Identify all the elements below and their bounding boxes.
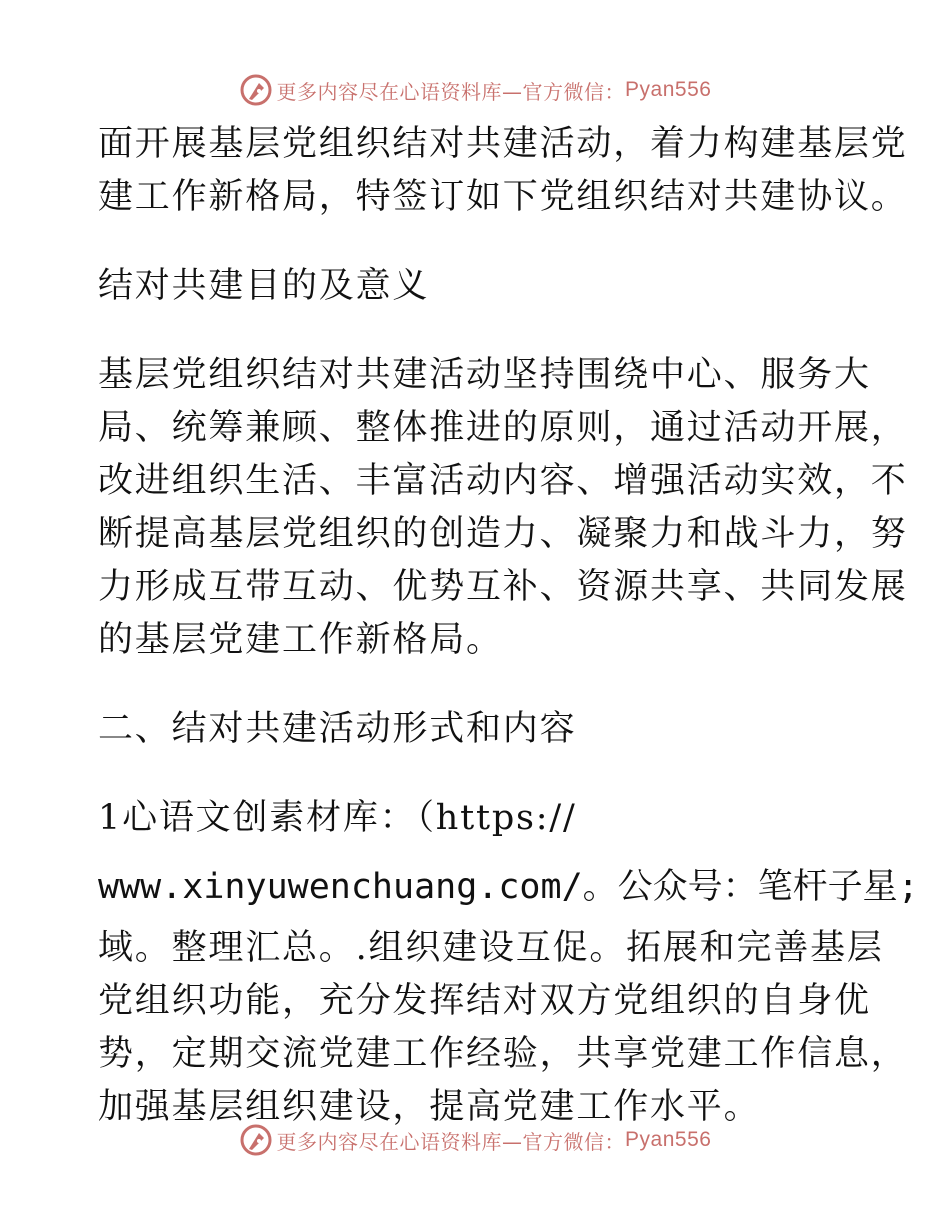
watermark-text: 更多内容尽在心语资料库—官方微信： [276,1129,626,1154]
text-line: 1心语文创素材库：（https:// [98,798,577,838]
section-heading-2: 二、结对共建活动形式和内容 [98,709,577,749]
pen-nib-logo-icon [239,1123,273,1157]
text-line: 势，定期交流党建工作经验，共享党建工作信息， [98,1034,908,1074]
text-line: 改进组织生活、丰富活动内容、增强活动实效，不 [98,461,908,501]
text-line-url: www.xinyuwenchuang.com/。公众号：笔杆子星; [98,867,919,907]
text-line: 基层党组织结对共建活动坚持围绕中心、服务大 [98,355,871,395]
item1-paragraph [98,792,919,1134]
section-heading-1: 结对共建目的及意义 [98,266,430,306]
text-line: 域。整理汇总。.组织建设互促。拓展和完善基层 [98,928,884,968]
text-line: 建工作新格局，特签订如下党组织结对共建协议。 [98,177,908,217]
purpose-paragraph [98,349,908,667]
watermark-text: 更多内容尽在心语资料库—官方微信： [276,79,626,104]
header-watermark [0,70,950,110]
intro-paragraph [98,118,908,224]
text-line: 力形成互带互动、优势互补、资源共享、共同发展 [98,567,908,607]
text-line: 局、统筹兼顾、整体推进的原则，通过活动开展， [98,408,908,448]
footer-watermark [0,1120,950,1160]
watermark-id: Pyan556 [625,1128,712,1151]
text-line: 面开展基层党组织结对共建活动，着力构建基层党 [98,124,908,164]
text-line: 的基层党建工作新格局。 [98,620,503,660]
pen-nib-logo-icon [239,73,273,107]
text-line: 断提高基层党组织的创造力、凝聚力和战斗力，努 [98,514,908,554]
text-line: 党组织功能，充分发挥结对双方党组织的自身优 [98,981,871,1021]
watermark-id: Pyan556 [625,78,712,101]
text-line: 加强基层组织建设，提高党建工作水平。 [98,1087,761,1127]
document-body [98,118,919,1134]
